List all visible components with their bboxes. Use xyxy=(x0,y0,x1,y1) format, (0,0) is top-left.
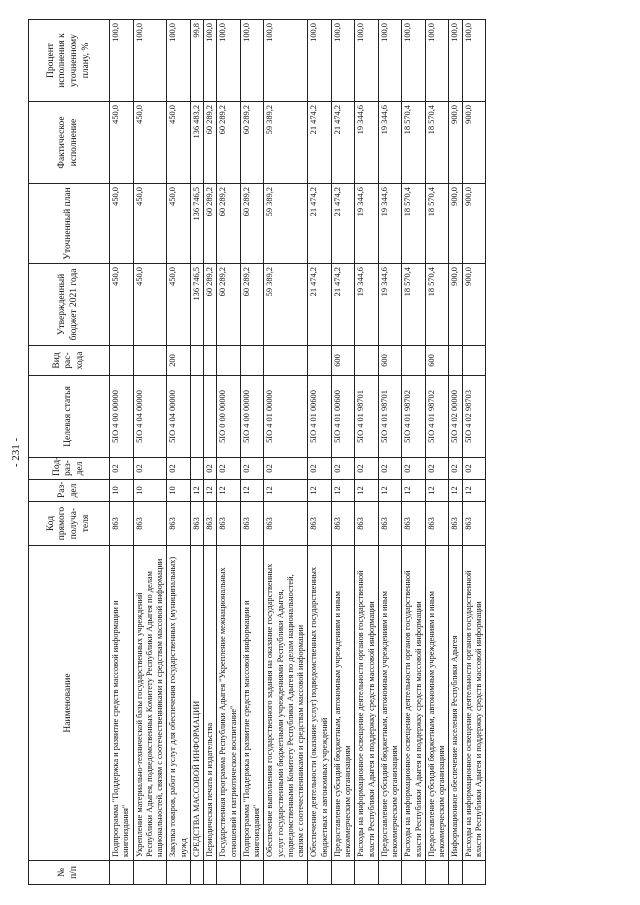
cell-code: 863 xyxy=(190,502,203,546)
cell-razdel: 10 xyxy=(110,480,134,502)
cell-vid xyxy=(462,346,486,376)
cell-razdel: 10 xyxy=(133,480,167,502)
cell-plan: 136 746,5 xyxy=(190,184,203,264)
cell-article: 5IO 0 00 00000 xyxy=(217,376,241,458)
cell-pct: 100,0 xyxy=(402,20,426,102)
cell-no xyxy=(402,861,426,885)
cell-name: Предоставление субсидий бюджетным, автономным учреждениям и иным некоммерческим организациям xyxy=(331,546,355,861)
cell-vid: 600 xyxy=(378,346,402,376)
cell-pct: 100,0 xyxy=(217,20,241,102)
cell-pct: 100,0 xyxy=(264,20,308,102)
cell-budget: 900,0 xyxy=(462,264,486,346)
cell-podrazdel xyxy=(190,458,203,480)
cell-no xyxy=(167,861,191,885)
cell-article: 5IO 4 01 00600 xyxy=(308,376,332,458)
cell-no xyxy=(110,861,134,885)
cell-fact: 450,0 xyxy=(133,102,167,184)
cell-fact: 19 344,6 xyxy=(378,102,402,184)
header-no: № п/п xyxy=(29,861,110,885)
cell-fact: 19 344,6 xyxy=(355,102,379,184)
header-razdel: Раз-дел xyxy=(29,480,110,502)
cell-plan: 450,0 xyxy=(110,184,134,264)
cell-podrazdel: 02 xyxy=(355,458,379,480)
cell-article: 5IO 4 01 98702 xyxy=(402,376,426,458)
cell-razdel: 12 xyxy=(331,480,355,502)
cell-pct: 99,8 xyxy=(190,20,203,102)
cell-name: Информационное обеспечение населения Республики Адыгея xyxy=(449,546,462,861)
header-code: Код прямого получа-теля xyxy=(29,502,110,546)
cell-name: Предоставление субсидий бюджетным, автономным учреждениям и иным некоммерческим организациям xyxy=(425,546,449,861)
table-row xyxy=(190,20,203,885)
cell-plan: 19 344,6 xyxy=(378,184,402,264)
cell-plan: 18 570,4 xyxy=(425,184,449,264)
cell-vid xyxy=(240,346,264,376)
cell-budget: 18 570,4 xyxy=(425,264,449,346)
cell-plan: 59 389,2 xyxy=(264,184,308,264)
cell-code: 863 xyxy=(264,502,308,546)
table-row xyxy=(204,20,217,885)
budget-table xyxy=(28,19,486,885)
cell-budget: 450,0 xyxy=(110,264,134,346)
cell-plan: 18 570,4 xyxy=(402,184,426,264)
table-row xyxy=(217,20,241,885)
cell-no xyxy=(133,861,167,885)
cell-article: 5IO 4 01 00000 xyxy=(264,376,308,458)
cell-plan: 450,0 xyxy=(133,184,167,264)
cell-budget: 19 344,6 xyxy=(355,264,379,346)
cell-podrazdel: 02 xyxy=(308,458,332,480)
cell-vid: 200 xyxy=(167,346,191,376)
cell-plan: 60 289,2 xyxy=(217,184,241,264)
cell-fact: 21 474,2 xyxy=(308,102,332,184)
cell-fact: 21 474,2 xyxy=(331,102,355,184)
cell-vid xyxy=(355,346,379,376)
cell-razdel: 12 xyxy=(217,480,241,502)
cell-code: 863 xyxy=(204,502,217,546)
cell-podrazdel: 02 xyxy=(331,458,355,480)
cell-razdel: 12 xyxy=(402,480,426,502)
cell-article: 5IO 4 04 00000 xyxy=(133,376,167,458)
cell-pct: 100,0 xyxy=(378,20,402,102)
cell-podrazdel: 02 xyxy=(204,458,217,480)
cell-no xyxy=(378,861,402,885)
cell-fact: 60 289,2 xyxy=(204,102,217,184)
cell-budget: 900,0 xyxy=(449,264,462,346)
cell-article xyxy=(204,376,217,458)
cell-podrazdel: 02 xyxy=(425,458,449,480)
cell-podrazdel: 02 xyxy=(240,458,264,480)
cell-budget: 18 570,4 xyxy=(402,264,426,346)
table-row xyxy=(355,20,379,885)
cell-article: 5IO 4 02 98703 xyxy=(462,376,486,458)
cell-vid xyxy=(133,346,167,376)
cell-code: 863 xyxy=(462,502,486,546)
table-row xyxy=(425,20,449,885)
cell-podrazdel: 02 xyxy=(167,458,191,480)
cell-name: Расходы на информационное освещение деятельности органов государственной власти Республики Адыгея и поддержку средств массовой информации xyxy=(402,546,426,861)
header-podrazdel: Под-раз-дел xyxy=(29,458,110,480)
cell-no xyxy=(355,861,379,885)
cell-razdel: 12 xyxy=(264,480,308,502)
header-name: Наименование xyxy=(29,546,110,861)
cell-pct: 100,0 xyxy=(331,20,355,102)
cell-no xyxy=(308,861,332,885)
header-vid: Вид рас-хода xyxy=(29,346,110,376)
cell-article: 5IO 4 01 98702 xyxy=(425,376,449,458)
header-pct: Процент исполнения к уточненному плану, % xyxy=(29,20,110,102)
cell-vid xyxy=(449,346,462,376)
cell-razdel: 12 xyxy=(378,480,402,502)
cell-razdel: 12 xyxy=(462,480,486,502)
cell-podrazdel: 02 xyxy=(110,458,134,480)
table-row xyxy=(449,20,462,885)
cell-article: 5IO 4 00 00000 xyxy=(110,376,134,458)
cell-vid xyxy=(110,346,134,376)
cell-plan: 60 289,2 xyxy=(240,184,264,264)
cell-plan: 21 474,2 xyxy=(331,184,355,264)
cell-no xyxy=(462,861,486,885)
cell-fact: 450,0 xyxy=(110,102,134,184)
cell-vid: 600 xyxy=(425,346,449,376)
cell-vid xyxy=(402,346,426,376)
cell-article: 5IO 4 01 98701 xyxy=(355,376,379,458)
cell-no xyxy=(449,861,462,885)
cell-plan: 19 344,6 xyxy=(355,184,379,264)
cell-name: Обеспечение деятельности (оказание услуг) подведомственных государственных бюджетных и автономных учреждений xyxy=(308,546,332,861)
cell-pct: 100,0 xyxy=(355,20,379,102)
header-budget: Утвержденный бюджет 2021 года xyxy=(29,264,110,346)
cell-budget: 450,0 xyxy=(133,264,167,346)
cell-pct: 100,0 xyxy=(240,20,264,102)
cell-fact: 900,0 xyxy=(462,102,486,184)
cell-plan: 900,0 xyxy=(449,184,462,264)
cell-razdel: 12 xyxy=(190,480,203,502)
cell-code: 863 xyxy=(378,502,402,546)
cell-article: 5IO 4 01 98701 xyxy=(378,376,402,458)
cell-code: 863 xyxy=(217,502,241,546)
cell-vid xyxy=(264,346,308,376)
table-row xyxy=(264,20,308,885)
cell-budget: 21 474,2 xyxy=(308,264,332,346)
cell-code: 863 xyxy=(425,502,449,546)
cell-no xyxy=(425,861,449,885)
cell-no xyxy=(204,861,217,885)
cell-code: 863 xyxy=(355,502,379,546)
cell-fact: 18 570,4 xyxy=(425,102,449,184)
cell-plan: 450,0 xyxy=(167,184,191,264)
cell-fact: 136 483,2 xyxy=(190,102,203,184)
cell-plan: 60 289,2 xyxy=(204,184,217,264)
cell-pct: 100,0 xyxy=(449,20,462,102)
cell-razdel: 12 xyxy=(240,480,264,502)
cell-fact: 60 289,2 xyxy=(217,102,241,184)
cell-plan: 21 474,2 xyxy=(308,184,332,264)
table-row xyxy=(167,20,191,885)
cell-pct: 100,0 xyxy=(167,20,191,102)
cell-name: Подпрограмма "Поддержка и развитие средств массовой информации и книгоиздания" xyxy=(110,546,134,861)
cell-podrazdel: 02 xyxy=(378,458,402,480)
cell-code: 863 xyxy=(240,502,264,546)
cell-fact: 60 289,2 xyxy=(240,102,264,184)
table-body xyxy=(110,20,486,885)
table-header-row xyxy=(29,20,110,885)
cell-budget: 19 344,6 xyxy=(378,264,402,346)
cell-budget: 60 289,2 xyxy=(240,264,264,346)
cell-no xyxy=(240,861,264,885)
cell-budget: 60 289,2 xyxy=(217,264,241,346)
cell-budget: 59 389,2 xyxy=(264,264,308,346)
table-row xyxy=(462,20,486,885)
cell-name: Расходы на информационное освещение деятельности органов государственной власти Республики Адыгея и поддержку средств массовой информации xyxy=(355,546,379,861)
cell-podrazdel: 02 xyxy=(462,458,486,480)
cell-razdel: 12 xyxy=(308,480,332,502)
cell-name: Укрепление материально-технической базы государственных учреждений Республики Адыгея, подведомственных Комитету Республики Адыгея по делам национальностей, связям с соотечественниками и средствам массовой информации xyxy=(133,546,167,861)
cell-vid: 600 xyxy=(331,346,355,376)
table-row xyxy=(240,20,264,885)
cell-no xyxy=(190,861,203,885)
cell-code: 863 xyxy=(308,502,332,546)
cell-article: 5IO 4 04 00000 xyxy=(167,376,191,458)
cell-podrazdel: 02 xyxy=(449,458,462,480)
cell-fact: 900,0 xyxy=(449,102,462,184)
cell-podrazdel: 02 xyxy=(133,458,167,480)
cell-razdel: 12 xyxy=(355,480,379,502)
cell-no xyxy=(217,861,241,885)
cell-name: Государственная программа Республики Адыгея "Укрепление межнациональных отношений и патриотическое воспитание" xyxy=(217,546,241,861)
cell-budget: 136 746,5 xyxy=(190,264,203,346)
cell-razdel: 12 xyxy=(425,480,449,502)
cell-vid xyxy=(204,346,217,376)
table-row xyxy=(133,20,167,885)
cell-pct: 100,0 xyxy=(110,20,134,102)
cell-article: 5IO 4 02 00000 xyxy=(449,376,462,458)
cell-budget: 21 474,2 xyxy=(331,264,355,346)
cell-fact: 18 570,4 xyxy=(402,102,426,184)
cell-name: СРЕДСТВА МАССОВОЙ ИНФОРМАЦИИ xyxy=(190,546,203,861)
cell-vid xyxy=(190,346,203,376)
cell-razdel: 12 xyxy=(449,480,462,502)
cell-razdel: 10 xyxy=(167,480,191,502)
header-fact: Фактическое исполнение xyxy=(29,102,110,184)
cell-razdel: 12 xyxy=(204,480,217,502)
table-row xyxy=(110,20,134,885)
cell-budget: 450,0 xyxy=(167,264,191,346)
cell-code: 863 xyxy=(110,502,134,546)
cell-pct: 100,0 xyxy=(462,20,486,102)
cell-fact: 59 389,2 xyxy=(264,102,308,184)
cell-pct: 100,0 xyxy=(308,20,332,102)
cell-article: 5IO 4 01 00600 xyxy=(331,376,355,458)
cell-name: Периодическая печать и издательства xyxy=(204,546,217,861)
cell-pct: 100,0 xyxy=(133,20,167,102)
header-plan: Уточненный план xyxy=(29,184,110,264)
cell-article xyxy=(190,376,203,458)
cell-no xyxy=(264,861,308,885)
cell-podrazdel: 02 xyxy=(402,458,426,480)
cell-budget: 60 289,2 xyxy=(204,264,217,346)
cell-name: Обеспечение выполнения государственного задания на оказание государственных услуг государственными бюджетными учреждениями Республики Адыгея, подведомственными Комитету Республики Адыгея по делам национальностей, связям с соотечественниками и средствам массовой информации xyxy=(264,546,308,861)
cell-podrazdel: 02 xyxy=(217,458,241,480)
cell-vid xyxy=(217,346,241,376)
cell-vid xyxy=(308,346,332,376)
table-row xyxy=(308,20,332,885)
cell-article: 5IO 4 00 00000 xyxy=(240,376,264,458)
cell-code: 863 xyxy=(449,502,462,546)
table-row xyxy=(378,20,402,885)
cell-podrazdel: 02 xyxy=(264,458,308,480)
cell-plan: 900,0 xyxy=(462,184,486,264)
page-number: - 231 - xyxy=(10,437,22,468)
cell-code: 863 xyxy=(331,502,355,546)
cell-code: 863 xyxy=(167,502,191,546)
cell-no xyxy=(331,861,355,885)
cell-code: 863 xyxy=(402,502,426,546)
cell-name: Закупка товаров, работ и услуг для обеспечения государственных (муниципальных) нужд xyxy=(167,546,191,861)
cell-name: Расходы на информационное освещение деятельности органов государственной власти Республики Адыгея и поддержку средств массовой информации xyxy=(462,546,486,861)
cell-name: Предоставление субсидий бюджетным, автономным учреждениям и иным некоммерческим организациям xyxy=(378,546,402,861)
header-article: Целевая статья xyxy=(29,376,110,458)
cell-code: 863 xyxy=(133,502,167,546)
cell-pct: 100,0 xyxy=(204,20,217,102)
cell-fact: 450,0 xyxy=(167,102,191,184)
table-row xyxy=(402,20,426,885)
table-row xyxy=(331,20,355,885)
cell-name: Подпрограмма "Поддержка и развитие средств массовой информации и книгоиздания" xyxy=(240,546,264,861)
cell-pct: 100,0 xyxy=(425,20,449,102)
